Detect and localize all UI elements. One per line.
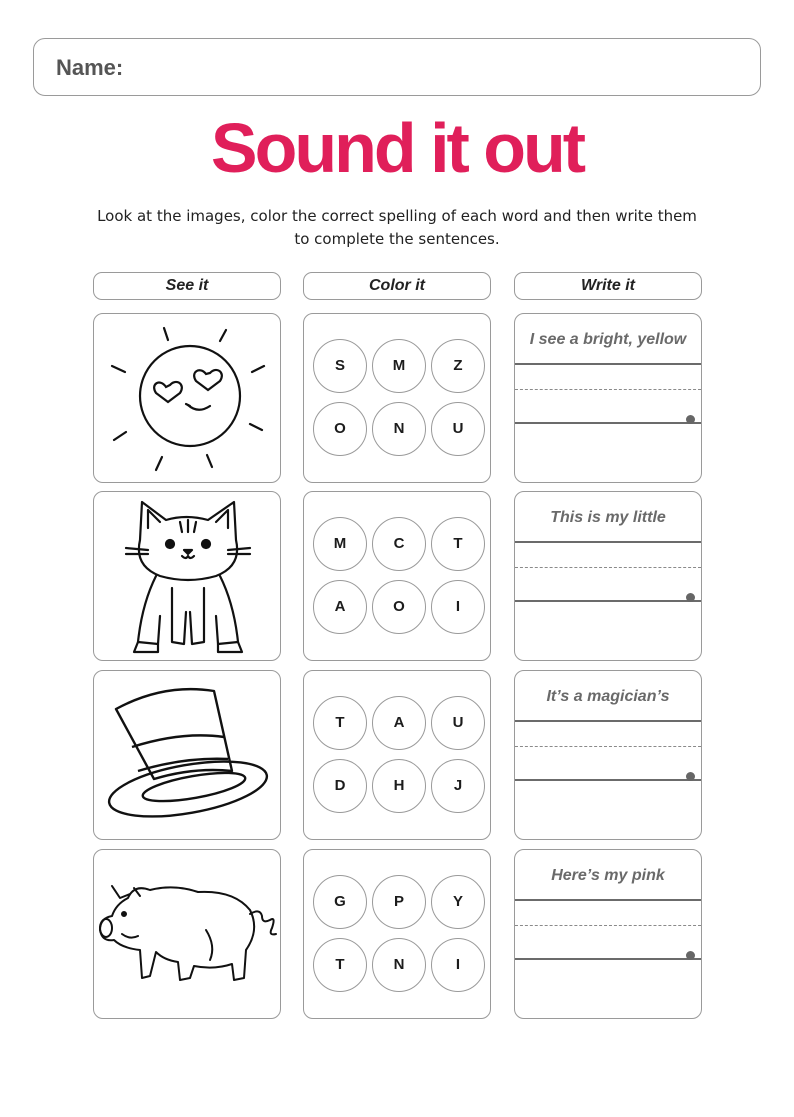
- writing-top-line: [515, 899, 701, 901]
- letter-bubble[interactable]: I: [431, 938, 485, 992]
- sentence-prompt: This is my little: [550, 509, 666, 526]
- write-cell-sun: [514, 313, 702, 483]
- letter-bubble[interactable]: G: [313, 875, 367, 929]
- letter-bubble[interactable]: T: [313, 696, 367, 750]
- letter-bubble[interactable]: S: [313, 339, 367, 393]
- sentence-prompt: It’s a magician’s: [546, 688, 670, 705]
- writing-base-line[interactable]: [515, 958, 701, 960]
- letter-choices-cat: [303, 491, 491, 661]
- letter-choices-sun: [303, 313, 491, 483]
- writing-mid-line: [515, 389, 701, 390]
- letter-bubble[interactable]: A: [372, 696, 426, 750]
- page-title: Sound it out: [210, 109, 584, 187]
- start-dot: [686, 772, 695, 781]
- sun-icon: [94, 314, 282, 484]
- writing-mid-line: [515, 925, 701, 926]
- writing-base-line[interactable]: [515, 422, 701, 424]
- picture-cell-sun: [93, 313, 281, 483]
- column-header-write-it: Write it: [514, 272, 702, 300]
- name-label: Name:: [56, 55, 124, 80]
- pig-icon: [94, 850, 282, 1020]
- writing-top-line: [515, 720, 701, 722]
- writing-top-line: [515, 541, 701, 543]
- start-dot: [686, 593, 695, 602]
- column-header-see-it: See it: [93, 272, 281, 300]
- sentence-prompt: I see a bright, yellow: [529, 331, 687, 348]
- letter-bubble[interactable]: A: [313, 580, 367, 634]
- letter-bubble[interactable]: P: [372, 875, 426, 929]
- writing-base-line[interactable]: [515, 600, 701, 602]
- letter-bubble[interactable]: I: [431, 580, 485, 634]
- write-cell-top-hat: [514, 670, 702, 840]
- write-cell-pig: [514, 849, 702, 1019]
- picture-cell-pig: [93, 849, 281, 1019]
- start-dot: [686, 951, 695, 960]
- letter-bubble[interactable]: J: [431, 759, 485, 813]
- writing-base-line[interactable]: [515, 779, 701, 781]
- instructions: Look at the images, color the correct spelling of each word and then write them to complete the sentences.: [97, 207, 697, 248]
- letter-bubble[interactable]: M: [313, 517, 367, 571]
- letter-bubble[interactable]: T: [431, 517, 485, 571]
- writing-top-line: [515, 363, 701, 365]
- writing-mid-line: [515, 746, 701, 747]
- letter-choices-pig: [303, 849, 491, 1019]
- letter-choices-top-hat: [303, 670, 491, 840]
- letter-bubble[interactable]: H: [372, 759, 426, 813]
- letter-bubble[interactable]: U: [431, 402, 485, 456]
- letter-bubble[interactable]: N: [372, 938, 426, 992]
- letter-bubble[interactable]: M: [372, 339, 426, 393]
- letter-bubble[interactable]: U: [431, 696, 485, 750]
- letter-bubble[interactable]: D: [313, 759, 367, 813]
- writing-mid-line: [515, 567, 701, 568]
- letter-bubble[interactable]: Z: [431, 339, 485, 393]
- letter-bubble[interactable]: Y: [431, 875, 485, 929]
- name-field[interactable]: [33, 38, 761, 96]
- letter-bubble[interactable]: N: [372, 402, 426, 456]
- start-dot: [686, 415, 695, 424]
- letter-bubble[interactable]: C: [372, 517, 426, 571]
- letter-bubble[interactable]: O: [313, 402, 367, 456]
- top-hat-icon: [94, 671, 282, 841]
- picture-cell-top-hat: [93, 670, 281, 840]
- letter-bubble[interactable]: T: [313, 938, 367, 992]
- column-header-color-it: Color it: [303, 272, 491, 300]
- picture-cell-cat: [93, 491, 281, 661]
- cat-icon: [94, 492, 282, 662]
- write-cell-cat: [514, 491, 702, 661]
- letter-bubble[interactable]: O: [372, 580, 426, 634]
- sentence-prompt: Here’s my pink: [551, 867, 665, 884]
